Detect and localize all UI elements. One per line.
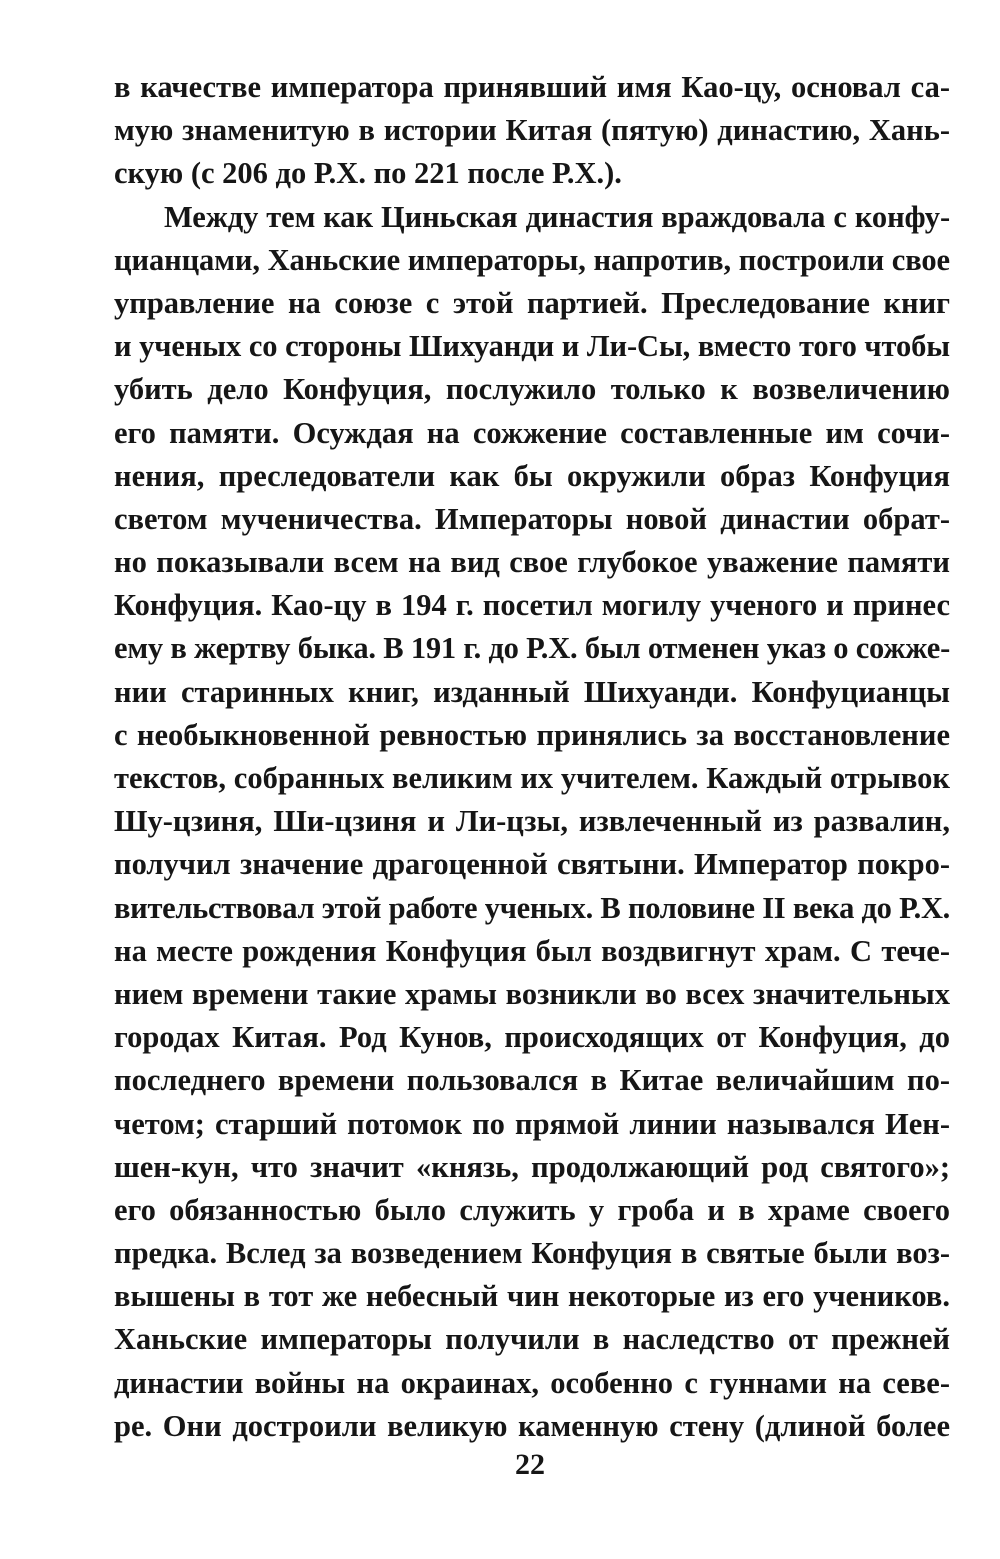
text-line: вышены в тот же небесный чин некоторые из его учеников. xyxy=(114,1279,950,1314)
text-line: четом; старший потомок по прямой линии назывался Иен- xyxy=(114,1106,950,1141)
text-line: вительствовал этой работе ученых. В половине II века до Р.Х. xyxy=(114,890,950,925)
text-line: ему в жертву быка. В 191 г. до Р.Х. был отменен указ о сожже- xyxy=(114,631,951,666)
text-line: династии войны на окраинах, особенно с гуннами на севе- xyxy=(114,1365,950,1400)
text-line: городах Китая. Род Кунов, происходящих от Конфуция, до xyxy=(114,1020,950,1055)
body-text xyxy=(114,66,950,1448)
text-line: и ученых со стороны Шихуанди и Ли-Сы, вместо того чтобы xyxy=(114,329,950,364)
text-line: последнего времени пользовался в Китае величайшим по- xyxy=(114,1063,950,1098)
text-line: в качестве императора принявший имя Као-цу, основал са- xyxy=(114,70,950,104)
text-line: Шу-цзиня, Ши-цзиня и Ли-цзы, извлеченный из развалин, xyxy=(114,804,950,839)
text-line: предка. Вслед за возведением Конфуция в святые были воз- xyxy=(114,1236,950,1271)
text-line: текстов, собранных великим их учителем. Каждый отрывок xyxy=(114,761,950,795)
text-line: убить дело Конфуция, послужило только к возвеличению xyxy=(114,372,950,407)
text-line: скую (с 206 до Р.Х. по 221 после Р.Х.). xyxy=(114,156,622,191)
text-line: Ханьские императоры получили в наследство от прежней xyxy=(114,1322,950,1357)
text-line: мую знаменитую в истории Китая (пятую) династию, Хань- xyxy=(114,113,950,148)
text-line: управление на союзе с этой партией. Преследование книг xyxy=(114,285,950,320)
text-line: получил значение драгоценной святыни. Император покро- xyxy=(114,847,950,882)
text-line: с необыкновенной ревностью принялись за восстановление xyxy=(114,717,950,752)
text-line: нием времени такие храмы возникли во всех значительных xyxy=(114,976,950,1011)
text-line: но показывали всем на вид свое глубокое уважение памяти xyxy=(114,545,950,580)
text-line: светом мученичества. Императоры новой династии обрат- xyxy=(114,501,950,536)
text-line: его обязанностью было служить у гроба и в храме своего xyxy=(114,1192,950,1227)
text-line: нии старинных книг, изданный Шихуанди. Конфуцианцы xyxy=(114,674,950,709)
text-line: на месте рождения Конфуция был воздвигнут храм. С тече- xyxy=(114,933,950,968)
text-line: Конфуция. Као-цу в 194 г. посетил могилу ученого и принес xyxy=(114,588,950,623)
text-line: его памяти. Осуждая на сожжение составленные им сочи- xyxy=(114,415,950,450)
paragraph-start-line: Между тем как Циньская династия враждовала с конфу- xyxy=(164,199,950,234)
text-line: ре. Они достроили великую каменную стену (длиной более xyxy=(114,1408,950,1443)
text-line: нения, преследователи как бы окружили образ Конфуция xyxy=(114,458,950,493)
text-line: цианцами, Ханьские императоры, напротив, построили свое xyxy=(114,242,950,277)
text-line: шен-кун, что значит «князь, продолжающий род святого»; xyxy=(114,1149,950,1184)
page-number: 22 xyxy=(515,1448,545,1481)
